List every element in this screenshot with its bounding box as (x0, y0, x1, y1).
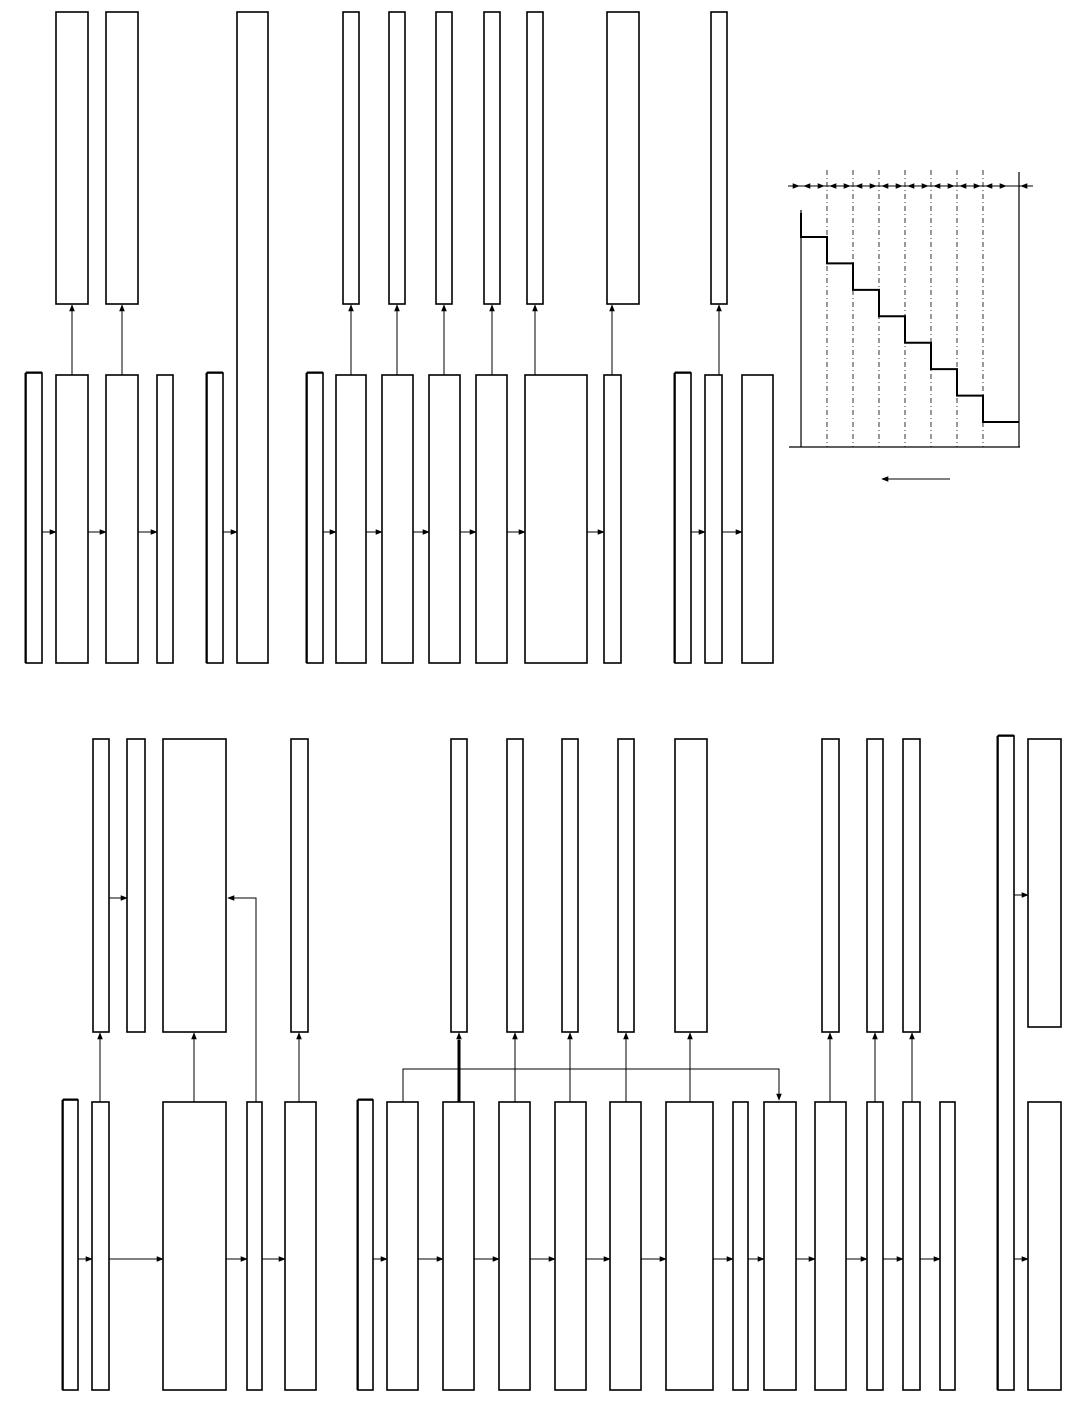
feed-block (358, 1100, 373, 1390)
output-column (451, 739, 467, 1032)
lower-up-arrows (100, 1033, 912, 1102)
stage-block (610, 1102, 641, 1390)
upper-process-section (26, 12, 773, 663)
stair-step-chart (788, 170, 1033, 479)
output-column (903, 739, 920, 1032)
stage-block (666, 1102, 713, 1390)
stage-block (742, 375, 773, 663)
output-column (867, 739, 883, 1032)
output-column (291, 739, 308, 1032)
stage-block (285, 1102, 316, 1390)
stage-block (555, 1102, 586, 1390)
output-column (1028, 739, 1061, 1027)
lower-process-section (63, 736, 1061, 1390)
upper-stage-blocks (26, 373, 773, 663)
stage-block (604, 375, 621, 663)
stage-block (92, 1102, 109, 1390)
output-column (822, 739, 839, 1032)
stage-block (476, 375, 507, 663)
output-column (56, 12, 88, 304)
upper-output-columns (56, 12, 727, 304)
stage-block (429, 375, 460, 663)
output-column (436, 12, 452, 304)
stair-step-line (801, 213, 1019, 422)
output-column (527, 12, 543, 304)
output-column (562, 739, 578, 1032)
feed-block (26, 373, 42, 663)
output-column (343, 12, 359, 304)
upper-up-arrows (72, 305, 719, 375)
output-column (389, 12, 405, 304)
output-column (484, 12, 500, 304)
stage-block (764, 1102, 796, 1390)
output-column (106, 12, 138, 304)
stage-block (157, 375, 173, 663)
output-column (618, 739, 634, 1032)
output-column (93, 739, 109, 1032)
stage-block (336, 375, 366, 663)
stage-block (382, 375, 413, 663)
stage-block (443, 1102, 474, 1390)
stage-block (867, 1102, 883, 1390)
feed-block (207, 373, 223, 663)
recycle-line (228, 898, 256, 1102)
stage-block (56, 375, 88, 663)
output-column (163, 739, 226, 1032)
stage-block (733, 1102, 748, 1390)
stage-block (1028, 1102, 1061, 1390)
tall-vessel (237, 12, 268, 663)
output-column (711, 12, 727, 304)
stage-block (499, 1102, 530, 1390)
output-column (607, 12, 639, 304)
stage-block (387, 1102, 418, 1390)
feed-block (63, 1100, 78, 1390)
stage-block (705, 375, 722, 663)
lower-stage-blocks (63, 1100, 1061, 1390)
feed-block (307, 373, 323, 663)
stage-block (247, 1102, 262, 1390)
tall-vessel (998, 736, 1014, 1390)
stage-block (163, 1102, 226, 1390)
output-column (675, 739, 707, 1032)
stage-block (815, 1102, 846, 1390)
stage-block (940, 1102, 955, 1390)
feed-block (675, 373, 691, 663)
output-column (507, 739, 523, 1032)
output-column (127, 739, 145, 1032)
stage-block (903, 1102, 920, 1390)
stage-block (525, 375, 587, 663)
stage-block (106, 375, 138, 663)
